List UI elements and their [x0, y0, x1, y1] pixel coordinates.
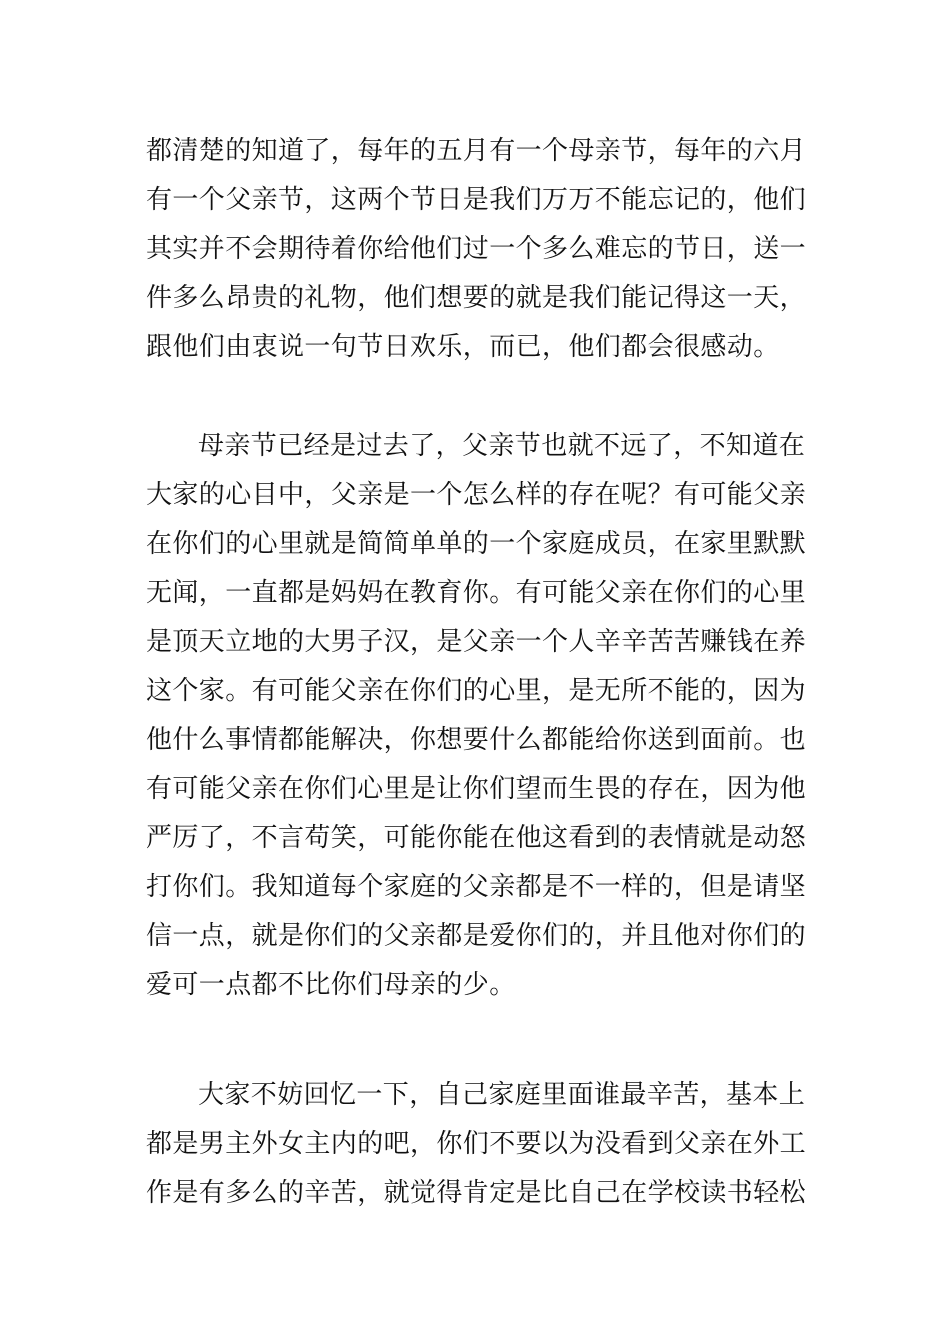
paragraph-3	[146, 1071, 810, 1218]
text-line: 有一个父亲节，这两个节日是我们万万不能忘记的，他们	[146, 185, 807, 215]
paragraph-1	[146, 127, 810, 372]
text-line: 跟他们由衷说一句节日欢乐，而已，他们都会很感动。	[146, 332, 780, 362]
text-line: 打你们。我知道每个家庭的父亲都是不一样的，但是请坚	[146, 872, 807, 902]
text-line: 在你们的心里就是简简单单的一个家庭成员，在家里默默	[146, 529, 807, 559]
text-line: 他什么事情都能解决，你想要什么都能给你送到面前。也	[146, 725, 807, 755]
paragraph-2	[146, 422, 810, 1010]
text-line: 信一点，就是你们的父亲都是爱你们的，并且他对你们的	[146, 921, 807, 951]
text-line: 其实并不会期待着你给他们过一个多么难忘的节日，送一	[146, 234, 807, 264]
text-line: 作是有多么的辛苦，就觉得肯定是比自己在学校读书轻松	[146, 1178, 807, 1208]
text-line: 有可能父亲在你们心里是让你们望而生畏的存在，因为他	[146, 774, 807, 804]
text-line: 都是男主外女主内的吧，你们不要以为没看到父亲在外工	[146, 1129, 807, 1159]
text-line: 是顶天立地的大男子汉，是父亲一个人辛辛苦苦赚钱在养	[146, 627, 807, 657]
text-line: 大家的心目中，父亲是一个怎么样的存在呢？有可能父亲	[146, 480, 807, 510]
text-line: 爱可一点都不比你们母亲的少。	[146, 970, 516, 1000]
text-line: 这个家。有可能父亲在你们的心里，是无所不能的，因为	[146, 676, 807, 706]
text-line: 件多么昂贵的礼物，他们想要的就是我们能记得这一天，	[146, 283, 807, 313]
text-line: 严厉了，不言苟笑，可能你能在他这看到的表情就是动怒	[146, 823, 807, 853]
text-line: 都清楚的知道了，每年的五月有一个母亲节，每年的六月	[146, 136, 807, 166]
text-line: 大家不妨回忆一下，自己家庭里面谁最辛苦，基本上	[198, 1080, 806, 1110]
text-line: 母亲节已经是过去了，父亲节也就不远了，不知道在	[198, 431, 806, 461]
text-line: 无闻，一直都是妈妈在教育你。有可能父亲在你们的心里	[146, 578, 807, 608]
